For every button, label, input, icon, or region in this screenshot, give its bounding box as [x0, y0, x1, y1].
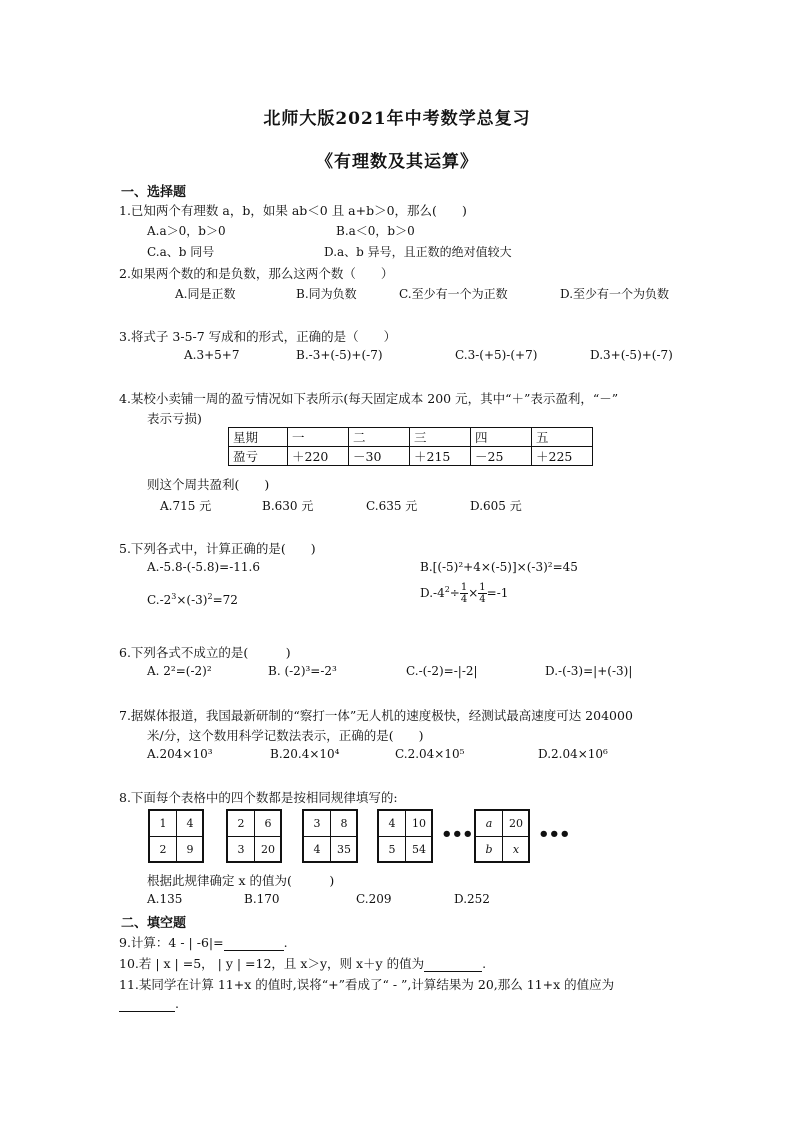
- q8-stem: 8.下面每个表格中的四个数都是按相同规律填写的:: [119, 790, 398, 805]
- table-row: [229, 447, 593, 466]
- grid-cell: 5: [388, 843, 396, 856]
- grid-cell: 3: [313, 817, 321, 830]
- grid-cell: 8: [340, 817, 348, 830]
- table-row: [229, 428, 593, 447]
- q6-stem: 6.下列各式不成立的是( ): [119, 645, 291, 660]
- fraction: $\frac{1}{4}$: [460, 582, 468, 605]
- page-subtitle: 《有理数及其运算》: [316, 152, 478, 172]
- q2-option-b: B.同为负数: [296, 287, 357, 301]
- section-choice-heading: 一、选择题: [121, 185, 187, 200]
- q3-option-d: D.3+(-5)+(-7): [590, 348, 673, 362]
- q5-option-b: B.[(-5)²+4×(-5)]×(-3)²=45: [420, 560, 578, 574]
- q1-option-a: A.a＞0，b＞0: [147, 224, 226, 238]
- q2-option-a: A.同是正数: [175, 287, 236, 301]
- q4-option-d: D.605 元: [470, 499, 522, 513]
- table-cell: ＋220: [288, 447, 349, 466]
- q1-option-d: D.a、b 异号，且正数的绝对值较大: [324, 245, 512, 259]
- answer-blank[interactable]: [424, 956, 482, 972]
- fraction: $\frac{1}{4}$: [479, 582, 486, 605]
- table-cell: ＋225: [532, 447, 593, 466]
- q3-stem: 3.将式子 3-5-7 写成和的形式，正确的是（ ）: [119, 329, 397, 344]
- answer-blank[interactable]: [119, 996, 175, 1012]
- q4-option-a: A.715 元: [160, 499, 212, 513]
- q3-option-a: A.3+5+7: [184, 348, 240, 362]
- q9-line: 9.计算：4 - | -6|= .: [119, 935, 288, 950]
- number-grid-4: [377, 809, 433, 863]
- q8-option-c: C.209: [356, 892, 392, 906]
- grid-cell: 9: [186, 843, 194, 856]
- grid-cell: 1: [159, 817, 167, 830]
- q2-stem: 2.如果两个数的和是负数，那么这两个数（ ）: [119, 266, 394, 281]
- grid-cell: a: [485, 817, 493, 830]
- q7-option-a: A.204×10³: [147, 747, 213, 761]
- q4-option-b: B.630 元: [262, 499, 314, 513]
- q10-line: 10.若 | x | =5， | y | =12，且 x＞y，则 x＋y 的值为 .: [119, 956, 487, 971]
- q4-option-c: C.635 元: [366, 499, 418, 513]
- table-cell: ＋215: [410, 447, 471, 466]
- grid-cell: 2: [237, 817, 245, 830]
- q6-option-d: D.-(-3)=|+(-3)|: [545, 664, 633, 678]
- q4-stem-line2: 表示亏损): [147, 411, 202, 426]
- table-cell: 一: [288, 428, 349, 447]
- page-title: 北师大版2021年中考数学总复习: [263, 109, 531, 129]
- q5-option-d: $D.-4^2\div$ $\frac{1}{4}$ × $\frac{1}{4}$ =-1: [420, 582, 509, 605]
- grid-cell: 54: [412, 843, 426, 856]
- q1-option-c: C.a、b 同号: [147, 245, 215, 259]
- answer-blank[interactable]: [224, 935, 284, 951]
- q8-option-d: D.252: [454, 892, 490, 906]
- number-grid-3: [302, 809, 358, 863]
- table-cell: 盈亏: [229, 447, 288, 466]
- grid-cell: 2: [159, 843, 167, 856]
- grid-cell: 4: [313, 843, 321, 856]
- q2-option-c: C.至少有一个为正数: [399, 287, 508, 301]
- table-cell: 二: [349, 428, 410, 447]
- section-fill-heading: 二、填空题: [121, 916, 187, 931]
- grid-cell: x: [512, 843, 520, 856]
- grid-cell: 20: [261, 843, 275, 856]
- ellipsis-dots: •••: [538, 824, 570, 845]
- q2-option-d: D.至少有一个为负数: [560, 287, 670, 301]
- q7-option-d: D.2.04×10⁶: [538, 747, 608, 761]
- q4-ask: 则这个周共盈利( ): [147, 477, 270, 492]
- q1-stem: 1.已知两个有理数 a，b，如果 ab＜0 且 a+b＞0，那么( ): [119, 203, 467, 218]
- q7-stem-line1: 7.据媒体报道，我国最新研制的“察打一体”无人机的速度极快，经测试最高速度可达 204000: [119, 708, 633, 723]
- grid-cell: 6: [264, 817, 272, 830]
- grid-cell: 3: [237, 843, 245, 856]
- q11-answer-line: .: [119, 996, 179, 1012]
- q5-stem: 5.下列各式中，计算正确的是( ): [119, 541, 316, 556]
- q7-option-c: C.2.04×10⁵: [395, 747, 465, 761]
- q11-stem: 11.某同学在计算 11+x 的值时,误将“+”看成了“ - ”,计算结果为 20,那么 11+x 的值应为: [119, 977, 615, 992]
- q7-stem-line2: 米/分，这个数用科学记数法表示，正确的是( ): [147, 728, 424, 743]
- q4-stem-line1: 4.某校小卖铺一周的盈亏情况如下表所示(每天固定成本 200 元，其中“＋”表示盈利，“－”: [119, 391, 619, 406]
- q8-option-a: A.135: [147, 892, 183, 906]
- ellipsis-dots: •••: [441, 824, 473, 845]
- grid-cell: b: [485, 843, 493, 856]
- q5-option-a: A.-5.8-(-5.8)=-11.6: [147, 560, 261, 574]
- grid-cell: 4: [388, 817, 396, 830]
- table-cell: －25: [471, 447, 532, 466]
- q3-option-b: B.-3+(-5)+(-7): [296, 348, 383, 362]
- table-cell: 五: [532, 428, 593, 447]
- profit-loss-table: [228, 427, 593, 466]
- q1-option-b: B.a＜0，b＞0: [336, 224, 415, 238]
- table-cell: －30: [349, 447, 410, 466]
- grid-cell: 20: [509, 817, 523, 830]
- q5-option-c: $C.-2^3\times(-3)^2=72$: [147, 592, 238, 607]
- table-cell: 星期: [229, 428, 288, 447]
- q8-ask: 根据此规律确定 x 的值为( ): [147, 873, 335, 888]
- grid-cell: 35: [337, 843, 351, 856]
- number-grid-1: [148, 809, 204, 863]
- q8-option-b: B.170: [244, 892, 280, 906]
- q6-option-c: C.-(-2)=-|-2|: [406, 664, 478, 678]
- grid-cell: 4: [186, 817, 194, 830]
- table-cell: 三: [410, 428, 471, 447]
- q7-option-b: B.20.4×10⁴: [270, 747, 340, 761]
- table-cell: 四: [471, 428, 532, 447]
- number-grid-5: [474, 809, 530, 863]
- q6-option-a: A. 2²=(-2)²: [147, 664, 212, 678]
- q6-option-b: B. (-2)³=-2³: [268, 664, 337, 678]
- q3-option-c: C.3-(+5)-(+7): [455, 348, 538, 362]
- number-grid-2: [226, 809, 282, 863]
- grid-cell: 10: [412, 817, 426, 830]
